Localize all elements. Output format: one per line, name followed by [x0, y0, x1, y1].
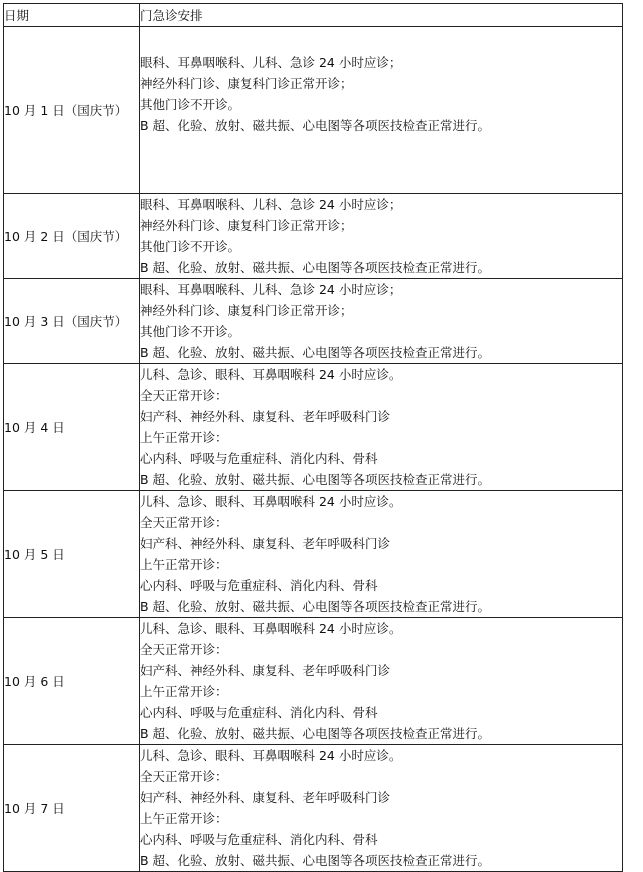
date-cell: 10 月 2 日（国庆节）: [4, 194, 140, 279]
arrangement-line: 全天正常开诊：: [140, 388, 228, 403]
table-header-row: [4, 4, 623, 27]
arrangement-line: B 超、化验、放射、磁共振、心电图等各项医技检查正常进行。: [140, 726, 491, 741]
arrangement-line: B 超、化验、放射、磁共振、心电图等各项医技检查正常进行。: [140, 599, 491, 614]
arrangement-line: 儿科、急诊、眼科、耳鼻咽喉科 24 小时应诊。: [140, 367, 402, 382]
arrangement-line: 上午正常开诊：: [140, 430, 228, 445]
arrangement-line: 其他门诊不开诊。: [140, 97, 241, 112]
arrangement-line: 神经外科门诊、康复科门诊正常开诊；: [140, 76, 353, 91]
arrangement-line: B 超、化验、放射、磁共振、心电图等各项医技检查正常进行。: [140, 472, 491, 487]
date-cell: 10 月 1 日（国庆节）: [4, 27, 140, 194]
arrangement-line: 心内科、呼吸与危重症科、消化内科、骨科: [140, 578, 378, 593]
arrangement-line: B 超、化验、放射、磁共振、心电图等各项医技检查正常进行。: [140, 118, 491, 133]
arrangement-line: 全天正常开诊：: [140, 642, 228, 657]
arrangement-line: 眼科、耳鼻咽喉科、儿科、急诊 24 小时应诊；: [140, 282, 402, 297]
arrangement-cell: [140, 491, 623, 618]
date-cell: 10 月 6 日: [4, 618, 140, 745]
arrangement-line: 神经外科门诊、康复科门诊正常开诊；: [140, 218, 353, 233]
arrangement-line: 全天正常开诊：: [140, 515, 228, 530]
date-cell: 10 月 7 日: [4, 745, 140, 872]
table-row: [4, 491, 623, 618]
arrangement-cell: [140, 618, 623, 745]
arrangement-line: 上午正常开诊：: [140, 557, 228, 572]
table-row: [4, 618, 623, 745]
arrangement-cell: [140, 745, 623, 872]
table-row: [4, 194, 623, 279]
schedule-table: [3, 3, 623, 872]
arrangement-line: 妇产科、神经外科、康复科、老年呼吸科门诊: [140, 409, 391, 424]
arrangement-line: 上午正常开诊：: [140, 684, 228, 699]
arrangement-line: 心内科、呼吸与危重症科、消化内科、骨科: [140, 705, 378, 720]
table-row: [4, 27, 623, 194]
arrangement-cell: [140, 279, 623, 364]
arrangement-line: 儿科、急诊、眼科、耳鼻咽喉科 24 小时应诊。: [140, 621, 402, 636]
arrangement-line: B 超、化验、放射、磁共振、心电图等各项医技检查正常进行。: [140, 345, 491, 360]
arrangement-line: 上午正常开诊：: [140, 811, 228, 826]
arrangement-line: 其他门诊不开诊。: [140, 324, 241, 339]
arrangement-line: 妇产科、神经外科、康复科、老年呼吸科门诊: [140, 663, 391, 678]
arrangement-line: 全天正常开诊：: [140, 769, 228, 784]
arrangement-line: 心内科、呼吸与危重症科、消化内科、骨科: [140, 451, 378, 466]
arrangement-line: 眼科、耳鼻咽喉科、儿科、急诊 24 小时应诊；: [140, 197, 402, 212]
table-row: [4, 745, 623, 872]
table-row: [4, 364, 623, 491]
arrangement-line: B 超、化验、放射、磁共振、心电图等各项医技检查正常进行。: [140, 853, 491, 868]
arrangement-line: 眼科、耳鼻咽喉科、儿科、急诊 24 小时应诊；: [140, 55, 402, 70]
arrangement-line: 妇产科、神经外科、康复科、老年呼吸科门诊: [140, 536, 391, 551]
table-row: [4, 279, 623, 364]
arrangement-line: 妇产科、神经外科、康复科、老年呼吸科门诊: [140, 790, 391, 805]
date-cell: 10 月 4 日: [4, 364, 140, 491]
arrangement-line: 儿科、急诊、眼科、耳鼻咽喉科 24 小时应诊。: [140, 494, 402, 509]
arrangement-line: 儿科、急诊、眼科、耳鼻咽喉科 24 小时应诊。: [140, 748, 402, 763]
arrangement-line: 其他门诊不开诊。: [140, 239, 241, 254]
header-date: 日期: [4, 4, 140, 27]
arrangement-cell: [140, 194, 623, 279]
arrangement-cell: [140, 364, 623, 491]
arrangement-line: 神经外科门诊、康复科门诊正常开诊；: [140, 303, 353, 318]
date-cell: 10 月 3 日（国庆节）: [4, 279, 140, 364]
arrangement-line: B 超、化验、放射、磁共振、心电图等各项医技检查正常进行。: [140, 260, 491, 275]
header-arrangement: 门急诊安排: [140, 4, 623, 27]
arrangement-line: 心内科、呼吸与危重症科、消化内科、骨科: [140, 832, 378, 847]
date-cell: 10 月 5 日: [4, 491, 140, 618]
arrangement-cell: [140, 27, 623, 194]
